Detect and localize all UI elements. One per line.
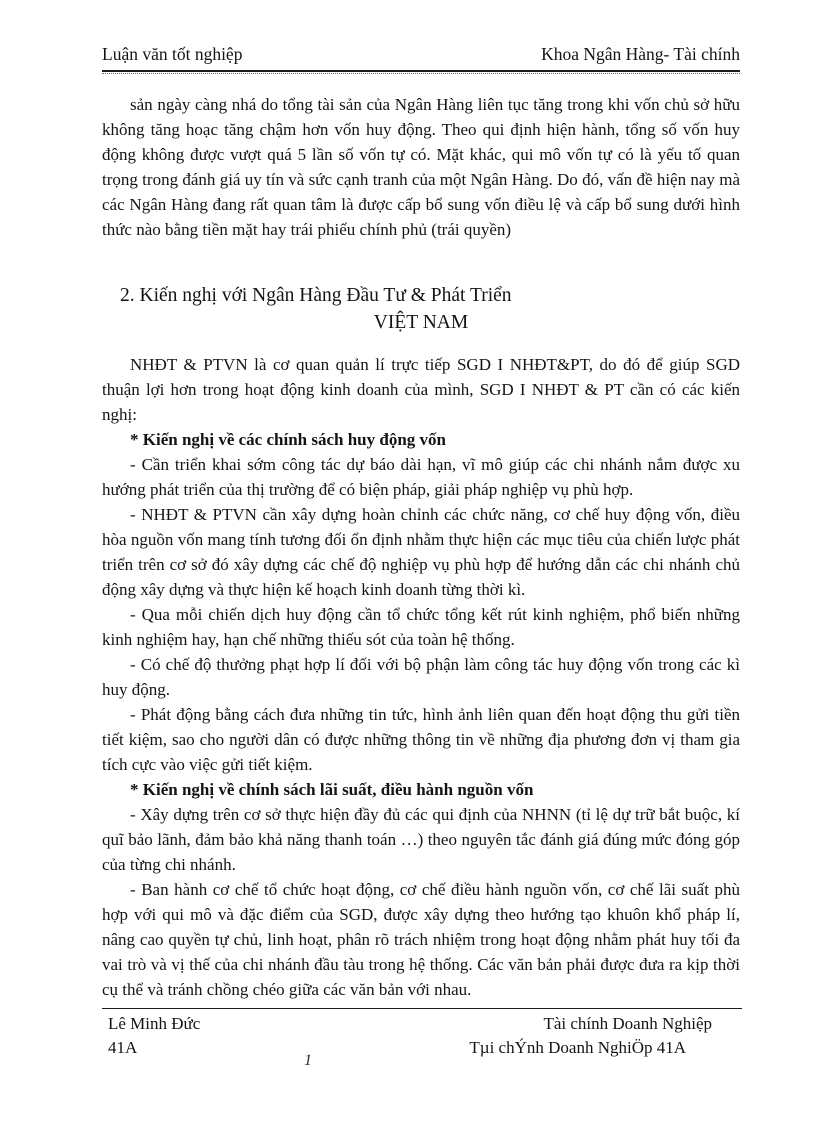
document-body	[102, 92, 740, 1002]
footer-department-line1: Tài chính Doanh Nghiệp	[543, 1014, 712, 1033]
page-number: 1	[304, 1052, 312, 1069]
section-heading-line1: 2. Kiến nghị với Ngân Hàng Đầu Tư & Phát Triển	[120, 285, 512, 306]
paragraph-lead: NHĐT & PTVN là cơ quan quản lí trực tiếp SGD I NHĐT&PT, do đó để giúp SGD thuận lợi hơn trong hoạt động kinh doanh của mình, SGD I NHĐT & PT cần có các kiến nghị:	[102, 355, 740, 424]
header-right-title: Khoa Ngân Hàng- Tài chính	[541, 44, 740, 64]
section-heading	[102, 282, 740, 336]
list-item: - Qua mỗi chiến dịch huy động cần tổ chức tổng kết rút kinh nghiệm, phổ biến những kinh nghiệm hay, hạn chế những thiếu sót của toàn hệ thống.	[102, 605, 740, 649]
list-item: - Xây dựng trên cơ sở thực hiện đầy đủ các qui định của NHNN (tỉ lệ dự trữ bắt buộc, kí quĩ bảo lãnh, đảm bảo khả năng thanh toán …) theo nguyên tắc đánh giá đúng mức đóng góp của từng chi nhánh.	[102, 805, 740, 874]
footer-author-name: Lê Minh Đức	[108, 1014, 201, 1033]
list-item: - Ban hành cơ chế tổ chức hoạt động, cơ chế điều hành nguồn vốn, cơ chế lãi suất phù hợp với qui mô và đặc điểm của SGD, được xây dựng theo hướng tạo khuôn khổ pháp lí, nâng cao quyền tự chủ, linh hoạt, phân rõ trách nhiệm trong hoạt động nhằm phát huy tối đa vai trò và vị thế của chi nhánh đầu tàu trong hệ thống. Các văn bản phải được đưa ra kịp thời cụ thể và tránh chồng chéo giữa các văn bản với nhau.	[102, 880, 740, 999]
subheading-lai-suat: * Kiến nghị về chính sách lãi suất, điều hành nguồn vốn	[130, 780, 534, 799]
page-content	[102, 44, 740, 1002]
subheading-huy-dong-von: * Kiến nghị về các chính sách huy động vốn	[130, 430, 446, 449]
footer-author-class: 41A	[108, 1038, 138, 1057]
list-item: - NHĐT & PTVN cần xây dựng hoàn chỉnh các chức năng, cơ chế huy động vốn, điều hòa nguồn vốn mang tính tương đối ổn định nhằm thực hiện các mục tiêu của chiến lược phát triển trên cơ sở đó xây dựng các chế độ nghiệp vụ phù hợp để hướng dẫn các chi nhánh chủ động xây dựng và thực hiện kế hoạch kinh doanh từng thời kì.	[102, 505, 740, 599]
header-left-title: Luận văn tốt nghiệp	[102, 44, 243, 64]
list-item: - Phát động bằng cách đưa những tin tức, hình ảnh liên quan đến hoạt động thu gửi tiền tiết kiệm, sao cho người dân có được những thông tin về những địa phương đơn vị tham gia tích cực vào việc gửi tiết kiệm.	[102, 705, 740, 774]
list-item: - Cần triển khai sớm công tác dự báo dài hạn, vĩ mô giúp các chi nhánh nắm được xu hướng phát triển của thị trường để có biện pháp, giải pháp nghiệp vụ phù hợp.	[102, 455, 740, 499]
paragraph-intro: sản ngày càng nhá do tổng tài sản của Ngân Hàng liên tục tăng trong khi vốn chủ sở hữu không tăng hoạc tăng chậm hơn vốn huy động. Theo qui định hiện hành, tổng số vốn huy động không được vượt quá 5 lần số vốn tự có. Mặt khác, qui mô vốn tự có là yếu tố quan trọng trong đánh giá uy tín và sức cạnh tranh của một Ngân Hàng. Do đó, vấn đề hiện nay mà các Ngân Hàng đang rất quan tâm là được cấp bổ sung vốn điều lệ và cấp bổ sung dưới hình thức nào bằng tiền mặt hay trái phiếu chính phủ (trái quyền)	[102, 95, 740, 239]
list-item: - Có chế độ thưởng phạt hợp lí đối với bộ phận làm công tác huy động vốn trong các kì huy động.	[102, 655, 740, 699]
footer-department-line2: Tµi chÝnh Doanh NghiÖp 41A	[469, 1038, 686, 1057]
header-rule	[102, 73, 740, 74]
page-header	[102, 44, 740, 72]
section-heading-line2: VIỆT NAM	[373, 312, 469, 333]
